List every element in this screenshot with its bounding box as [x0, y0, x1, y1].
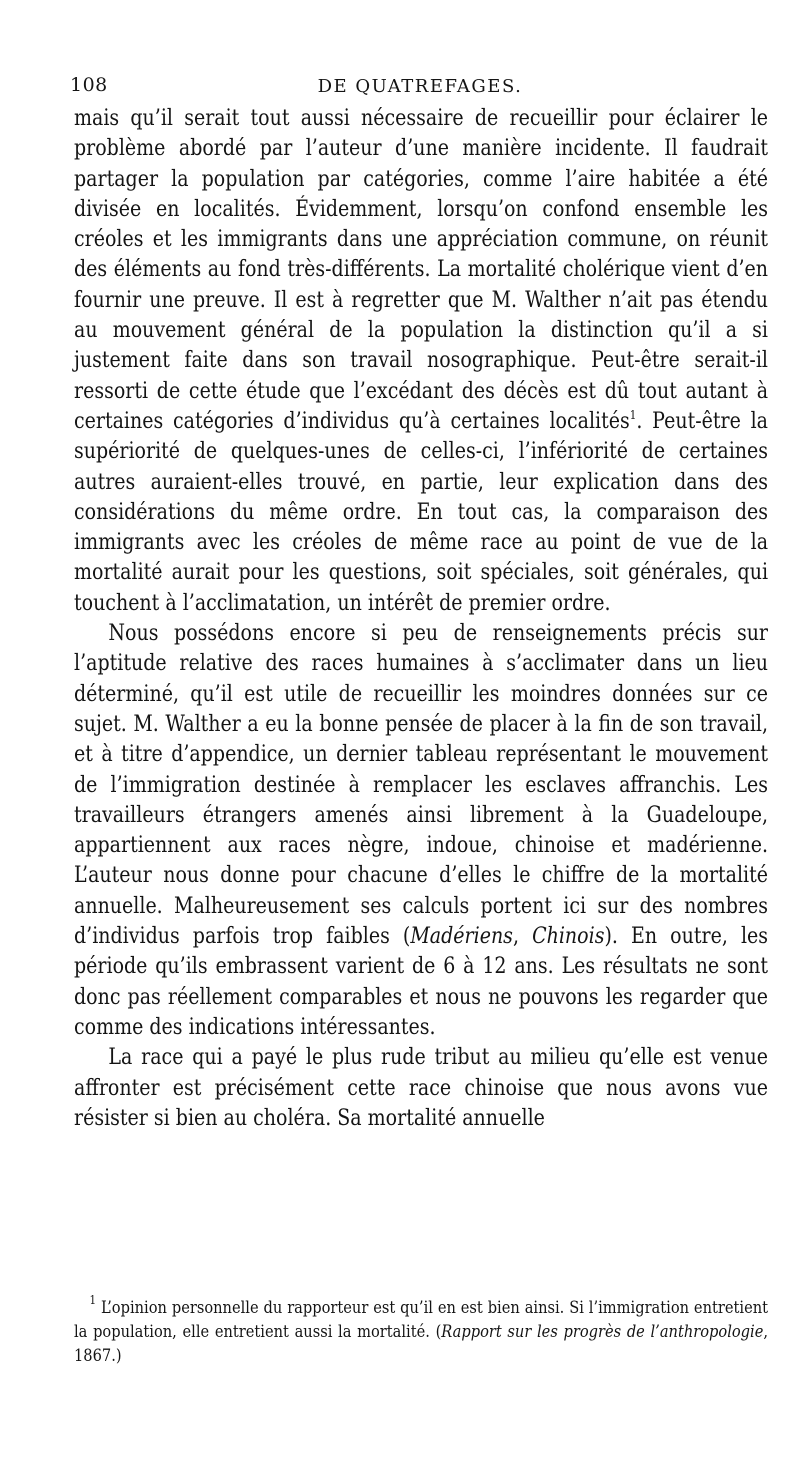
- footnote-text-a: L’opinion personnelle du rapporteur est qu’il en est bien ainsi. Si l’immigration entretient la population, elle entretient aussi la mortalité. (: [74, 1298, 769, 1342]
- paragraph-1-text-b: . Peut-être la supériorité de quelques-unes de celles-ci, l’infériorité de certaines autres auraient-elles trouvé, en partie, leur explication dans des considérations du même ordre. En tout cas, la comparaison des immigrants avec les créoles de même race au point de vue de la mortalité aurait pour les questions, soit spéciales, soit générales, qui touchent à l’acclimatation, un intérêt de premier ordre.: [74, 407, 769, 616]
- footnote-text-b: , 1867.): [74, 1322, 769, 1366]
- page-header: [70, 70, 770, 100]
- paragraph-2-text-a: Nous possédons encore si peu de renseignements précis sur l’aptitude relative des races humaines à s’acclimater dans un lieu déterminé, qu’il est utile de recueillir les moindres données sur ce sujet. M. Walther a eu la bonne pensée de placer à la fin de son travail, et à titre d’appendice, un dernier tableau représentant le mouvement de l’immigration destinée à remplacer les esclaves affranchis. Les travailleurs étrangers amenés ainsi librement à la Guadeloupe, appartiennent aux races nègre, indoue, chinoise et madérienne. L’auteur nous donne pour chacune d’elles le chiffre de la mortalité annuelle. Malheureusement ses calculs portent ici sur des nombres d’individus parfois trop faibles (: [74, 620, 769, 950]
- running-head: DE QUATREFAGES.: [317, 76, 523, 97]
- footnote-ref-1: 1: [629, 407, 637, 422]
- paragraph-1-text-a: mais qu’il serait tout aussi nécessaire de recueillir pour éclairer le problème abordé par l’auteur d’une manière incidente. Il faudrait partager la population par catégories, comme l’aire habitée a été divisée en localités. Évidemment, lorsqu’on confond ensemble les créoles et les immigrants dans une appréciation commune, on réunit des éléments au fond très-différents. La mortalité cholérique vient d’en fournir une preuve. Il est à regretter que M. Walther n’ait pas étendu au mouvement général de la population la distinction qu’il a si justement faite dans son travail nosographique. Peut-être serait-il ressorti de cette étude que l’excédant des décès est dû tout autant à certaines catégories d’individus qu’à certaines localités: [74, 105, 769, 434]
- footnote-marker: 1: [89, 1293, 97, 1307]
- paragraph-3: La race qui a payé le plus rude tribut au milieu qu’elle est venue affronter est précisément cette race chinoise que nous avons vue résister si bien au choléra. Sa mortalité annuelle: [74, 1044, 769, 1131]
- footnotes: [74, 1293, 769, 1368]
- footnote-italic-title: Rapport sur les progrès de l’anthropologie: [441, 1322, 764, 1342]
- italic-term-chinois: Chinois: [532, 923, 605, 950]
- paragraph-1: [74, 103, 768, 618]
- paragraph-2: [74, 618, 768, 1042]
- body-text: [74, 103, 768, 1133]
- paragraph-2-text-b: ). En outre, les période qu’ils embrassent varient de 6 à 12 ans. Les résultats ne sont donc pas réellement comparables et nous ne pouvons les regarder que comme des indications intéressantes.: [74, 923, 769, 1040]
- paragraph-2-sep: ,: [512, 923, 533, 950]
- footnote-1: [74, 1293, 769, 1368]
- page-number: 108: [70, 74, 108, 96]
- italic-term-maderiens: Madériens: [410, 923, 513, 950]
